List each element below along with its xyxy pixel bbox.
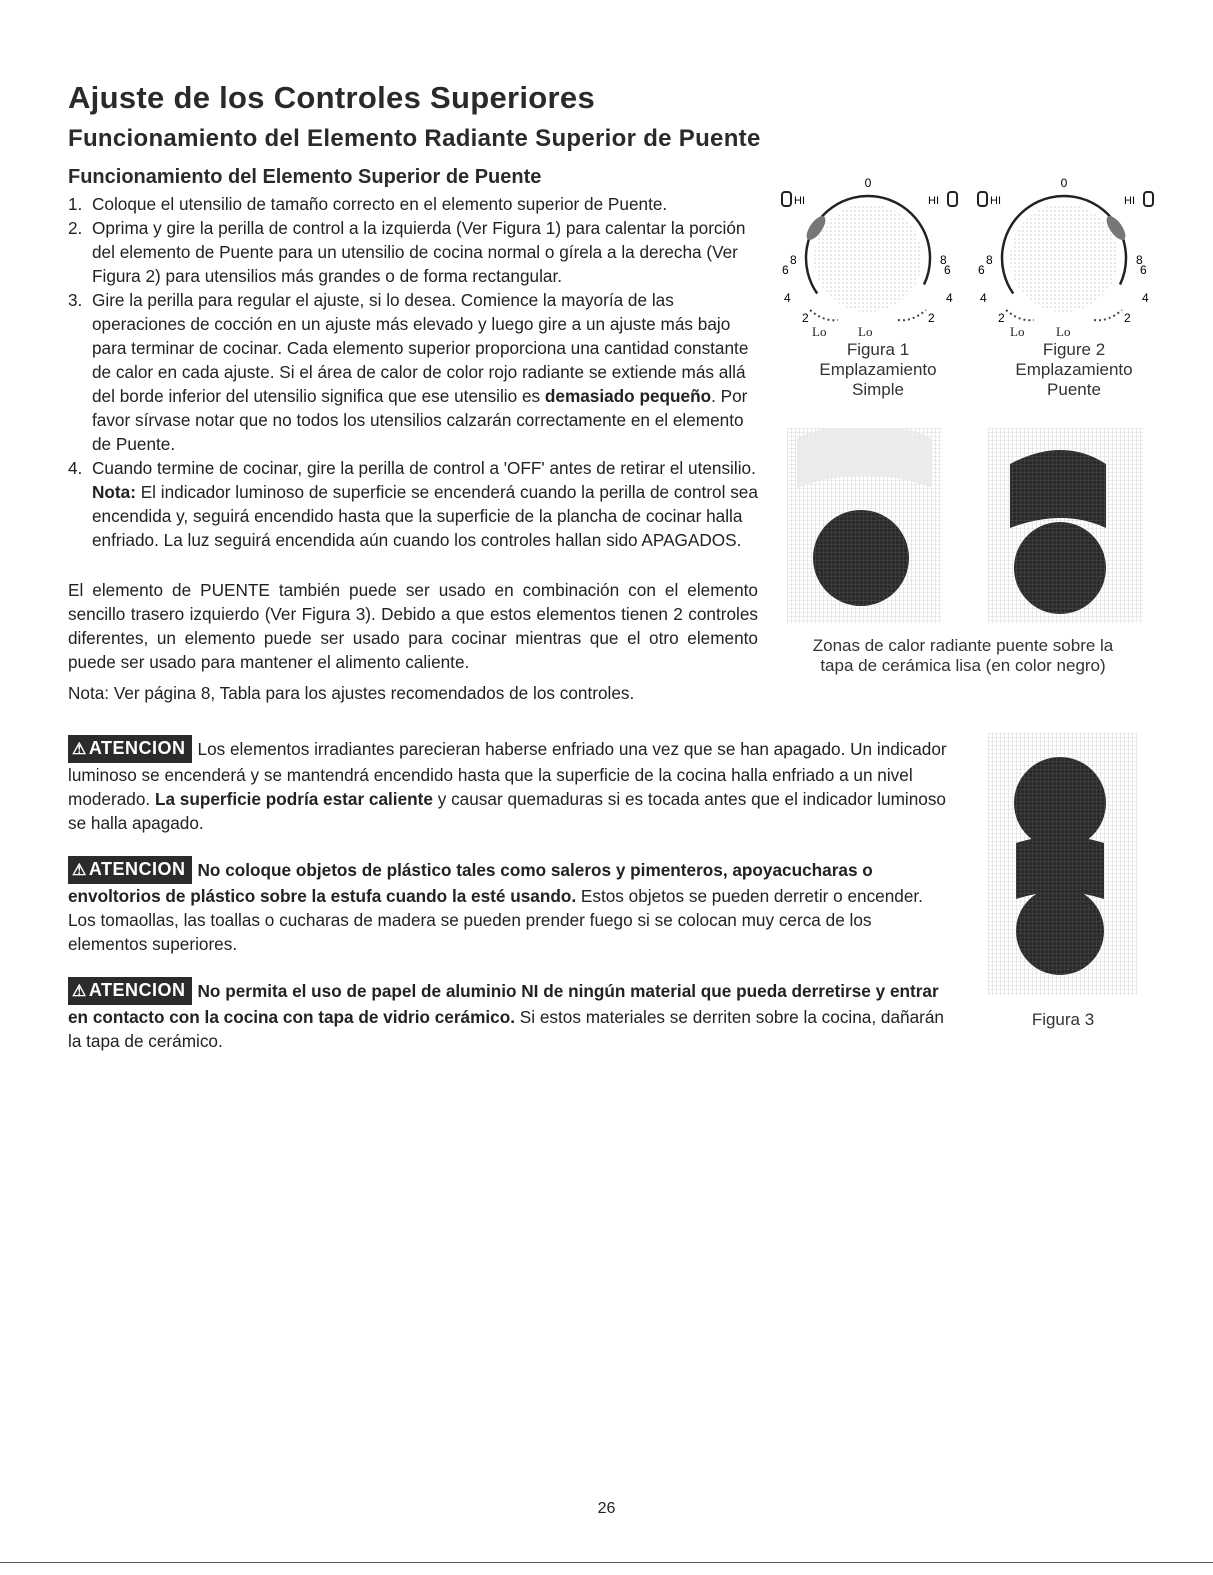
figure-3-diagram: [988, 733, 1138, 995]
knob-face: [814, 204, 922, 312]
warning-badge: ⚠ ATENCION: [68, 856, 192, 884]
figure-1-caption: Figura 1 Emplazamiento Simple: [819, 340, 937, 399]
knob-figure-1: [778, 170, 978, 330]
warning-badge: ⚠ ATENCION: [68, 735, 192, 763]
page-subtitle: Funcionamiento del Elemento Radiante Superior de Puente: [68, 125, 761, 152]
heated-zone-bridge: [1010, 450, 1106, 528]
step-item: 2. Oprima y gire la perilla de control a la izquierda (Ver Figura 1) para calentar la porción del elemento de Puente para un utensilio de cocina normal o gírela a la derecha (Ver Figura 2) para utensilios más grandes o de forma rectangular.: [68, 218, 746, 286]
knob-label-8: 8: [940, 253, 947, 267]
instruction-steps: [68, 192, 758, 552]
knob-label-6: 6: [1140, 263, 1147, 277]
knob-label-4: 4: [946, 291, 953, 305]
knob-label-lo: Lo: [1010, 324, 1025, 339]
step-item: 4. Cuando termine de cocinar, gire la perilla de control a 'OFF' antes de retirar el utensilio. Nota: El indicador luminoso de superficie se encenderá cuando la perilla de control sea encendida y, seguirá encendido hasta que la superficie de la plancha de cocinar halla enfriado. La luz seguirá encendida aún cuando los controles hallan sido APAGADOS.: [68, 458, 758, 550]
knob-label-8: 8: [986, 253, 993, 267]
warning-block: ⚠ ATENCION Los elementos irradiantes parecieran haberse enfriado una vez que se han apagado. Un indicador luminoso se encenderá y se mantendrá encendido hasta que la superficie de la cocina halla enfriado a un nivel moderado. La superficie podría estar caliente y causar quemaduras si es tocada antes que el indicador luminoso se halla apagado.: [68, 735, 948, 835]
note-paragraph: Nota: Ver página 8, Tabla para los ajustes recomendados de los controles.: [68, 683, 635, 703]
rear-element-round: [1014, 757, 1106, 849]
footer-rule: [0, 1562, 1213, 1563]
knob-label-6: 6: [782, 263, 789, 277]
warning-block: ⚠ ATENCION No coloque objetos de plástico tales como saleros y pimenteros, apoyacucharas o envoltorios de plástico sobre la estufa cuando la esté usando. Estos objetos se pueden derretir o encender. Los tomaollas, las toallas o cucharas de madera se pueden prender fuego si se colocan muy cerca de los elementos superiores.: [68, 856, 948, 956]
knob-label-hi: HI: [928, 195, 939, 207]
knob-label-hi: HI: [990, 195, 1001, 207]
knob-figure-2: [974, 170, 1174, 330]
heated-zone-round: [1014, 522, 1106, 614]
warning-triangle-icon: ⚠: [72, 983, 87, 1000]
page-title: Ajuste de los Controles Superiores: [68, 80, 595, 115]
knob-label-lo: Lo: [812, 324, 827, 339]
figure-2-caption: Figure 2 Emplazamiento Puente: [1015, 340, 1133, 399]
knob-label-2: 2: [998, 311, 1005, 325]
knob-label-8: 8: [790, 253, 797, 267]
warning-badge: ⚠ ATENCION: [68, 977, 192, 1005]
knob-label-6: 6: [978, 263, 985, 277]
heated-zone-round: [1016, 887, 1104, 975]
heated-zone-round: [813, 510, 909, 606]
hot-indicator-icon: [948, 192, 957, 206]
bridge-paragraph: El elemento de PUENTE también puede ser usado en combinación con el elemento sencillo trasero izquierdo (Ver Figura 3). Debido a que estos elementos tienen 2 controles diferentes, un elemento puede ser usado para cocinar mientras que el otro elemento puede ser usado para mantener el alimento caliente.: [68, 580, 758, 672]
knob-label-2: 2: [1124, 311, 1131, 325]
knob-label-8: 8: [1136, 253, 1143, 267]
knob-label-zero: 0: [1060, 176, 1068, 190]
single-zone-diagram: [787, 428, 942, 623]
hot-indicator-icon: [782, 192, 791, 206]
knob-label-4: 4: [1142, 291, 1149, 305]
warning-block: ⚠ ATENCION No permita el uso de papel de aluminio NI de ningún material que pueda derretirse y entrar en contacto con la cocina con tapa de vidrio cerámico. Si estos materiales se derriten sobre la cocina, dañarán la tapa de cerámico.: [68, 977, 948, 1053]
knob-label-hi: HI: [1124, 195, 1135, 207]
page-number: 26: [597, 1500, 616, 1517]
step-item: 3. Gire la perilla para regular el ajuste, si lo desea. Comience la mayoría de las operaciones de cocción en un ajuste más elevado y luego gire a un ajuste más bajo para terminar de cocinar. Cada elemento superior proporciona una cantidad constante de calor en cada ajuste. Si el área de calor de color rojo radiante se extiende más allá del borde inferior del utensilio significa que ese utensilio es demasiado pequeño. Por favor sírvase notar que no todos los utensilios calzarán correctamente en el elemento de Puente.: [68, 290, 749, 454]
knob-label-lo: Lo: [858, 324, 873, 339]
step-item: 1. Coloque el utensilio de tamaño correcto en el elemento superior de Puente.: [68, 194, 668, 214]
knob-label-4: 4: [784, 291, 791, 305]
section-heading: Funcionamiento del Elemento Superior de Puente: [68, 166, 542, 188]
knob-label-zero: 0: [864, 176, 872, 190]
figure-3-caption: Figura 3: [1031, 1010, 1095, 1029]
knob-label-lo: Lo: [1056, 324, 1071, 339]
knob-label-2: 2: [802, 311, 809, 325]
knob-label-6: 6: [944, 263, 951, 277]
hot-indicator-icon: [1144, 192, 1153, 206]
knob-label-hi: HI: [794, 195, 805, 207]
knob-face: [1010, 204, 1118, 312]
hot-indicator-icon: [978, 192, 987, 206]
bridge-zone-diagram: [988, 428, 1143, 623]
knob-label-4: 4: [980, 291, 987, 305]
knob-label-2: 2: [928, 311, 935, 325]
warning-triangle-icon: ⚠: [72, 862, 87, 879]
zones-caption: Zonas de calor radiante puente sobre la tapa de cerámica lisa (en color negro): [812, 636, 1114, 675]
warning-triangle-icon: ⚠: [72, 741, 87, 758]
